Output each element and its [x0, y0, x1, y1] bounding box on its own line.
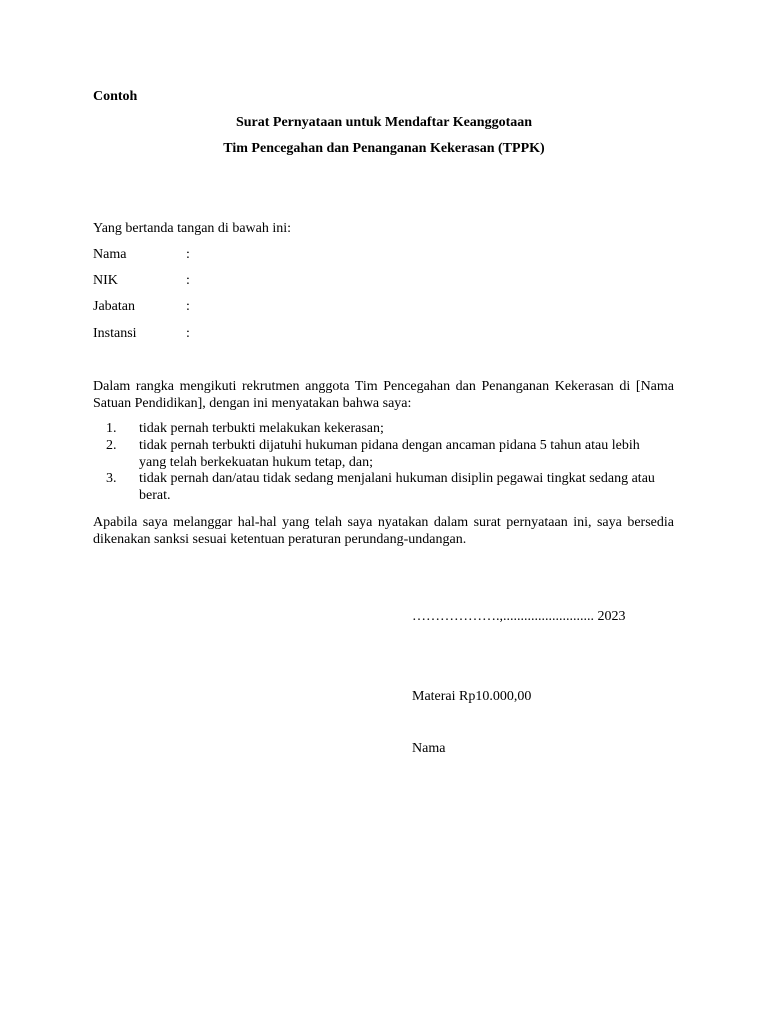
closing-paragraph: Apabila saya melanggar hal-hal yang telah saya nyatakan dalam surat pernyataan ini, saya bersedia dikenakan sanksi sesuai ketentuan peraturan perundang-undangan. [93, 515, 674, 547]
field-label: NIK [93, 273, 118, 288]
document-title-line2: Tim Pencegahan dan Penanganan Kekerasan (TPPK) [223, 141, 545, 156]
intro-text: Yang bertanda tangan di bawah ini: [93, 221, 292, 236]
field-colon: : [186, 326, 190, 341]
list-item-text: tidak pernah terbukti dijatuhi hukuman pidana dengan ancaman pidana 5 tahun atau lebih yang telah berkekuatan hukum tetap, dan; [139, 438, 640, 470]
list-item-number: 1. [106, 421, 117, 436]
place-date-line: ……………….,.......................... 2023 [412, 609, 626, 624]
list-item-text: tidak pernah terbukti melakukan kekerasan; [139, 421, 384, 436]
stamp-note: Materai Rp10.000,00 [412, 689, 532, 704]
field-colon: : [186, 273, 190, 288]
list-item-number: 3. [106, 471, 117, 486]
signatory-name: Nama [412, 741, 446, 756]
field-label: Nama [93, 247, 127, 262]
list-item-text: tidak pernah dan/atau tidak sedang menjalani hukuman disiplin pegawai tingkat sedang atau berat. [139, 471, 655, 503]
list-item-number: 2. [106, 438, 117, 453]
document-title-line1: Surat Pernyataan untuk Mendaftar Keanggotaan [235, 115, 533, 130]
field-colon: : [186, 299, 190, 314]
field-label: Jabatan [93, 299, 135, 314]
statement-paragraph: Dalam rangka mengikuti rekrutmen anggota Tim Pencegahan dan Penanganan Kekerasan di [Nama Satuan Pendidikan], dengan ini menyatakan bahwa saya: [93, 379, 674, 411]
field-colon: : [186, 247, 190, 262]
field-label: Instansi [93, 326, 137, 341]
example-label: Contoh [93, 89, 138, 104]
